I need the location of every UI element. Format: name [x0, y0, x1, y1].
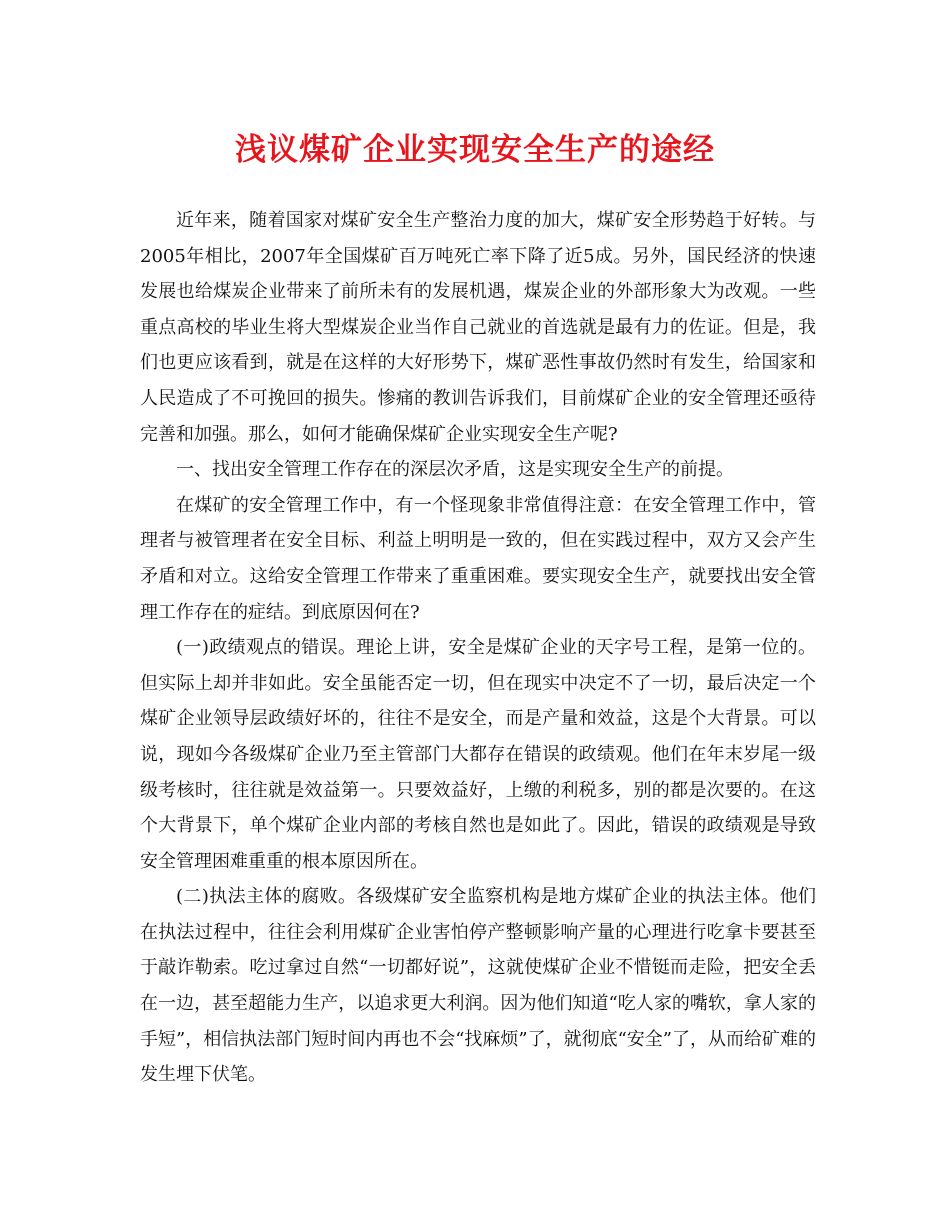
- document-title: 浅议煤矿企业实现安全生产的途经: [235, 132, 715, 168]
- paragraph-point-one: (一)政绩观点的错误。理论上讲，安全是煤矿企业的天字号工程，是第一位的。但实际上却并非如此。安全虽能否定一切，但在现实中决定不了一切，最后决定一个煤矿企业领导层政绩好坏的，往往不是安全，而是产量和效益，这是个大背景。可以说，现如今各级煤矿企业乃至主管部门大都存在错误的政绩观。他们在年末岁尾一级级考核时，往往就是效益第一。只要效益好，上缴的利税多，别的都是次要的。在这个大背景下，单个煤矿企业内部的考核自然也是如此了。因此，错误的政绩观是导致安全管理困难重重的根本原因所在。: [140, 637, 816, 872]
- paragraph-intro: 近年来，随着国家对煤矿安全生产整治力度的加大，煤矿安全形势趋于好转。与2005年相比，2007年全国煤矿百万吨死亡率下降了近5成。另外，国民经济的快速发展也给煤炭企业带来了前所未有的发展机遇，煤炭企业的外部形象大为改观。一些重点高校的毕业生将大型煤炭企业当作自己就业的首选就是最有力的佐证。但是，我们也更应该看到，就是在这样的大好形势下，煤矿恶性事故仍然时有发生，给国家和人民造成了不可挽回的损失。惨痛的教训告诉我们，目前煤矿企业的安全管理还亟待完善和加强。那么，如何才能确保煤矿企业实现安全生产呢?: [140, 210, 816, 445]
- document-body: [140, 203, 816, 1093]
- paragraph-point-two: (二)执法主体的腐败。各级煤矿安全监察机构是地方煤矿企业的执法主体。他们在执法过程中，往往会利用煤矿企业害怕停产整顿影响产量的心理进行吃拿卡要甚至于敲诈勒索。吃过拿过自然“一切都好说”，这就使煤矿企业不惜铤而走险，把安全丢在一边，甚至超能力生产，以追求更大利润。因为他们知道“吃人家的嘴软，拿人家的手短”，相信执法部门短时间内再也不会“找麻烦”了，就彻底“安全”了，从而给矿难的发生埋下伏笔。: [140, 886, 817, 1086]
- paragraph-section-one-body: 在煤矿的安全管理工作中，有一个怪现象非常值得注意：在安全管理工作中，管理者与被管理者在安全目标、利益上明明是一致的，但在实践过程中，双方又会产生矛盾和对立。这给安全管理工作带来了重重困难。要实现安全生产，就要找出安全管理工作存在的症结。到底原因何在?: [140, 494, 816, 623]
- paragraph-section-one-heading: 一、找出安全管理工作存在的深层次矛盾，这是实现安全生产的前提。: [176, 459, 734, 481]
